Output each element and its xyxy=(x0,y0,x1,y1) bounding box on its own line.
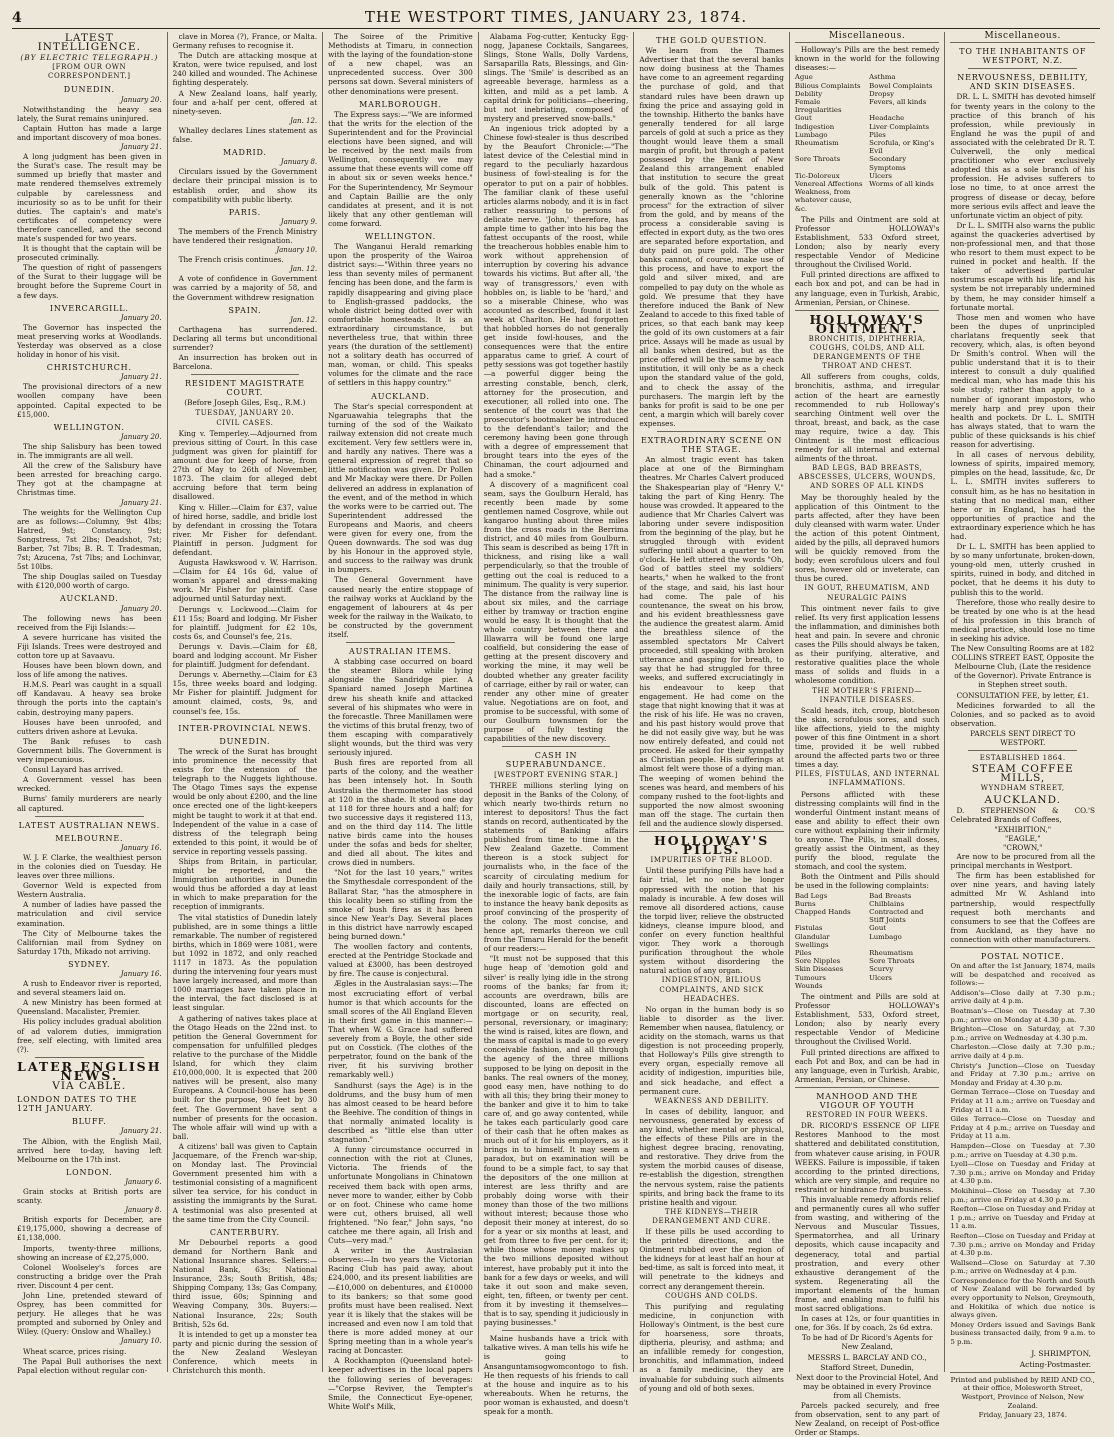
dateline: January 21. xyxy=(120,498,162,507)
newspaper-title: THE WESTPORT TIMES, JANUARY 23, 1874. xyxy=(364,8,748,26)
paragraph: No organ in the human body is so liable to disorder as the liver. Remember when nausea, flatulency, or acidity on the stomach, warns us that digestion is not proceeding properly, that Holloway's Pills give strength to every organ, especially remove all acidity of indigestion, impurities bile, and sick headache, and effect a permanent cure. xyxy=(639,1004,784,1096)
postal-schedule-line: Christy's Junction—Close on Tuesday and Friday at 7.30 p.m.; arrive on Monday and Friday at 4.30 p.m. xyxy=(950,1061,1096,1087)
ailment-item: Weakness, from whatever cause, &c. xyxy=(794,188,852,213)
dateline: January 16. xyxy=(120,843,162,852)
page-number: 4 xyxy=(12,10,22,26)
heading-nervousness: NERVOUSNESS, DEBILITY, AND SKIN DISEASES. xyxy=(957,73,1089,92)
paragraph: This purifying and regulating medicine, in conjunction with Holloway's Ointment, is the best cure for hoarseness, sore throats, diptheria, pleurisy, and asthma; and an infallible remedy for congestion, bronchitis, and inflammation, indeed as a family medicine, they are invaluable for subduing such ailments of young and old of both sexes. xyxy=(639,1301,784,1393)
paragraph: The following news has been received from the Fiji Islands:— xyxy=(17,613,162,632)
ad-subheading: IN GOUT, RHEUMATISM, AND NEURALGIC PAINS xyxy=(804,584,931,602)
paragraph: Notwithstanding the heavy sea lately, the Surat remains uninjured. xyxy=(17,104,162,123)
agent-name: MESSRS L. BARCLAY AND CO., xyxy=(807,1352,927,1362)
postal-schedule xyxy=(950,989,1095,1276)
paragraph: Ships from Britain, in particular, might be reported, and the Immigration authorities in Dunedin would thus be afforded a day at least in which to make preparation for the reception of immigrants. xyxy=(172,856,318,912)
place-wellington: WELLINGTON. xyxy=(364,231,436,241)
dateline: Jan. 12. xyxy=(290,315,318,324)
mill-city: AUCKLAND. xyxy=(984,793,1061,806)
heading-manhood: MANHOOD AND THE VIGOUR OF YOUTH xyxy=(816,1091,919,1111)
court-case: King v. Hiller.—Claim for £37, value of hired horse, saddle, and bridle lost by defendant in crossing the Totara river. Mr Fisher for defendant. Plaintiff in person. Judgment for defendant. xyxy=(172,502,318,557)
court-case: Derungs v. Davis.—Claim for £8, board and lodging account. Mr Fisher for plaintiff. Judgment for defendant. xyxy=(172,641,318,670)
paragraph: In cases of debility, languor, and nervousness, generated by excess of any kind, whether mental or physical, the effects of these Pills are in the highest degree bracing, renovating, and restorative. They drive from the system the morbid causes of disease, re-establish the digestion, strengthen the nervous system, raise the patients spirits, and bring back the frame to its pristine health and vigour. xyxy=(639,1106,784,1207)
dateline: January 6. xyxy=(125,1177,162,1186)
ailments-list xyxy=(795,73,940,212)
column-6 xyxy=(790,31,946,1437)
heading-via-cable: VIA CABLE. xyxy=(52,1080,127,1093)
paragraph: Captain Hutton has made a large and important discovery of moa bones. xyxy=(17,123,162,142)
paragraph: Both the Ointment and Pills should be used in the following complaints: xyxy=(794,872,940,891)
ailment-item: Fevers, all kinds xyxy=(869,97,927,106)
columns xyxy=(12,31,1100,1437)
ailment-item: Indigestion xyxy=(794,122,835,131)
paragraph: A writer in the Australasian observes:—In two years the Victorian Racing Club has paid away, about £24,000, and its present liabilities are—£10,000 on debentures, and £10000 to its bankers; so that some good profits must have been realised. Next year it is likely that the stakes will be increased and even now I am told that there is more added money at our Spring meeting than in a whole year's racing at Doncaster. xyxy=(328,1246,473,1356)
paragraph: H.M.S. Pearl was caught in a squall off Kandavau. A heavy sea broke through the ports into the captain's cabin, destroying many papers. xyxy=(17,680,162,717)
paragraph: If these pills be used according to the printed directions, and the Ointment rubbed over the region of the kidneys for at least half an hour at bed-time, as salt is forced into meat, it will penetrate to the kidneys and correct any derangement therein. xyxy=(639,1227,784,1291)
paragraph: May be thoroughly healed by the application of this Ointment to the parts affected, after they have been duly cleansed with warm water. Under the action of this potent Ointment, aided by the pills, all depraved humors will be quickly removed from the body; even scrofulous ulcers and foul sores, however old or inveterate, can thus be cured. xyxy=(794,492,940,584)
divider xyxy=(950,1372,1095,1373)
paragraph: A rush to Endeavor river is reported, and several steamers laid on. xyxy=(17,979,162,998)
divider xyxy=(968,750,1077,751)
paragraph: Those men and women who have been the dupes of unprincipled charlatans frequently seek that recovery, which, alas, is often beyond Dr Smith's control. When will the public understand that it is to their interest to consult a duly qualified medical man, who has made this his sole study; rather than apply to a number of ignorant impostors, who merely harp and prey upon their health and pockets. Dr L. L. SMITH has always stated, that to warn the public of these quicksands is his chief reason for advertising. xyxy=(950,312,1096,450)
place-canterbury: CANTERBURY. xyxy=(209,1227,280,1237)
complaint-item: Tumours xyxy=(794,973,826,982)
paragraph: Parcels packed securely, and free from observation, sent to any part of New Zealand, on receipt of Post-office Order or Stamps. xyxy=(794,1401,940,1437)
place-dunedin: DUNEDIN. xyxy=(63,85,115,95)
paragraph: The ship Douglas sailed on Tuesday with £120,000 worth of cargo. xyxy=(17,572,162,591)
paragraph: A new Ministry has been formed at Queensland. Macalister, Premier. xyxy=(17,998,162,1017)
ailment-item: Scrofula, or King's Evil xyxy=(869,139,935,156)
place-paris: PARIS. xyxy=(228,207,261,217)
complaint-item: Sore Throats xyxy=(869,957,915,966)
paragraph: The Governor has inspected the meat preserving works at Woodlands. Yesterday was observed as a close holiday in honor of his visit. xyxy=(17,322,162,360)
place-london: LONDON. xyxy=(66,1167,113,1177)
paragraph: In all cases of nervous debility, lowness of spirits, impaired memory, pimples on the head, lassitude, &c, Dr L. L. SMITH invites sufferers to consult him, as he has no hesitation in stating that no medical man, either here or in England, has had the opportunities of practice and the extraordinary experience which he has had. xyxy=(950,450,1096,541)
paragraph: An insurrection has broken out in Barcelona. xyxy=(172,353,318,372)
place-christchurch: CHRISTCHURCH. xyxy=(46,363,132,373)
ad-subheading: INDIGESTION, BILIOUS COMPLAINTS, AND SICK HEADACHES. xyxy=(659,976,764,1003)
divider xyxy=(968,68,1077,69)
paragraph: This ointment never fails to give relief. Its very first application lessens the inflammation, and diminishes both heat and pain. In severe and chronic cases the Pills should always be taken, as their purifying, alterative, and restorative qualities place the whole mass of solids and fluids in a wholesome condition. xyxy=(794,603,940,686)
paragraph: The members of the French Ministry have tendered their resignation. xyxy=(172,226,318,245)
masthead xyxy=(12,6,1100,29)
complaint-item: Glandular Swellings xyxy=(794,932,830,949)
dateline: January 21. xyxy=(120,1127,162,1136)
ad-subheading: THE MOTHER'S FRIEND—INFANTILE DISEASES. xyxy=(812,686,923,704)
paragraph: W. J. F. Clarke, the wealthiest person in the colonies died on Tuesday. He leaves over three millions. xyxy=(17,852,162,881)
paragraph: The Bank refuses to cash Government bills. The Government is very impecunious. xyxy=(17,736,162,765)
paragraph: Carthagena has surrendered. Declaring all terms but unconditional surrender? xyxy=(172,324,318,352)
divider xyxy=(795,310,940,311)
court-case: King v. Temperley.—Adjourned from previous sitting of Court. In this case judgment was given for plaintiff for amount due for keep of horse, from 27th of May to 26th of November, 1873. The claim for alleged debt accruing before that term being disallowed. xyxy=(172,428,318,502)
paragraph: The question of right of passengers of the Surat to their luggage will be brought before the Supreme Court in a few days. xyxy=(17,263,162,300)
postal-schedule-line: Reefton—Close on Tuesday and Friday at 1 p.m.; arrive on Tuesday and Friday at 11 a.m. xyxy=(950,1205,1096,1231)
agent-location: Next door to the Provincial Hotel, And may be obtained in every Province from all Chemists. xyxy=(796,1372,939,1400)
paragraph: Grain stocks at British ports are scanty. xyxy=(17,1186,162,1206)
paragraph: An almost tragic event has taken place at one of the Birmingham theatres. Mr Charles Calvert produced the Shakespearian play of "Henry V," taking the part of King Henry. The house was crowded. It appeared to the audience that Mr Charles Calvert was laboring under severe indisposition from the beginning of the play, but he struggled through with evident suffering until about a quarter to ten o'clock. He left uttered the words "Oh, God of battles steel my soldiers' hearts," when he walked to the front of the stage, and said, his last hour had come. The pale of his countenance, the sweat on his brow, and his evident breathlessness gave the audience the greatest alarm. Amid the breathless silence of the assembled spectators Mr Calvert proceeded, still speaking with broken utterance and gasping for breath, to say that he had struggled for three weeks, and suffered excruciatingly in his endeavour to keep that engagement. He had come on the stage that night knowing that it was at the risk of his life. He was no craven, and his past history would prove that he did not easily give way, but he was now entirely defeated, and could not proceed. He asked for their sympathy as Christian people. His sufferings at almost felt were those of a dying man. The weeping of women behind the scenes was heard, and members of his company rushed to the foot-lights and supported the now almost swooning man off the stage. The curtain then fell and the audience slowly dispersed. xyxy=(639,455,784,828)
place-auckland: AUCKLAND. xyxy=(59,594,119,604)
postal-schedule-line: Mokihinui—Close on Tuesday at 7.30 p.m.; arrive on Friday at 4.30 p.m. xyxy=(950,1186,1096,1204)
complaint-item: Burns xyxy=(794,899,816,908)
place-spain: SPAIN. xyxy=(228,305,262,315)
imprint: Printed and published by REID AND CO., at their office, Molesworth Street, Westport, Province of Nelson, New Zealand. xyxy=(950,1375,1095,1410)
ad-subheading: THE KIDNEYS—THEIR DERANGEMENT AND CURE. xyxy=(652,1207,771,1225)
complaint-item: Bad Legs xyxy=(794,891,828,900)
place-dunedin: DUNEDIN. xyxy=(219,736,271,746)
ad-subheading: PILES, FISTULAS, AND INTERNAL INFLAMMATIONS. xyxy=(795,770,940,788)
paragraph: DR. RICORD'S ESSENCE OF LIFE Restores Manhood to the most shattered and debilitated constitution, from whatever cause arising, in FOUR WEEKS. Failure is impossible, if taken according to the printed directions, which are very simple, and require no restraint or hindrance from business. xyxy=(794,1121,940,1194)
ailment-item: Female Irregularities xyxy=(794,97,842,115)
paragraph: DR. L. L. SMITH has devoted himself for twenty years in the colony to the practice of this branch of his profession, while previously in England he was the pupil of and associated with the celebrated Dr R. T. Culverwell, the only medical practitioner who ever exclusively adopted this as a sole branch of his profession. He advises sufferers to lose no time, to at once arrest the progress of disease or decay, before more serious evils affect and leave the unfortunate victim an object of pity. xyxy=(950,92,1096,220)
court-presiding: (Before Joseph Giles, Esq., R.M.) xyxy=(184,398,306,408)
dateline: January 8. xyxy=(280,158,318,167)
agent-address: Stafford Street, Dunedin, xyxy=(820,1362,914,1372)
postal-schedule-line: Giles Terrace—Close on Tuesday and Friday at 4 p.m.; arrive on Tuesday and Friday at 11 a.m. xyxy=(950,1115,1096,1141)
column-1 xyxy=(12,32,168,1375)
paragraph: It is thought that the captain will be prosecuted criminally. xyxy=(17,244,162,263)
coffee-brand: "EXHIBITION," xyxy=(994,824,1052,834)
paragraph: A gathering of natives takes place at the Otago Heads on the 22nd inst. to petition the General Government for compensation for unfulfilled pledges relative to the purchase of the Middle Island, for which they claim £10,000,000. It is expected that 200 natives will be present, also many Europeans. A Council-house has been built for the purpose, 90 feet by 30 feet. The Government have sent a number of presents for the occasion. The whole affair will wind up with a ball. xyxy=(172,1013,318,1141)
ailment-item: Tic-Doloreux xyxy=(794,171,840,180)
paragraph: A number of ladies have passed the matriculation and civil service examination. xyxy=(17,900,162,928)
ad-subheading: IMPURITIES OF THE BLOOD. xyxy=(650,856,773,865)
dateline: January 21. xyxy=(120,143,162,152)
paragraph: Full printed directions are affixed to each box and pot, and can be had in any language, even in Turkish, Arabic, Armenian, Persian, or Chinese. xyxy=(794,270,940,307)
divider xyxy=(346,642,455,643)
ailment-item: Dropsy xyxy=(869,89,894,98)
paragraph: In cases at 12s, or four quantities in one, for 36s. If by coach, 2s 6d extra. xyxy=(794,1314,940,1333)
paragraph: The vital statistics of Dunedin lately published, are in some things a little remarkable. The number of registered births, which in 1869 were 1081, were but 1092 in 1872, and only reached 1117 in 1873. As the population during the intervening four years must have largely increased, and more than 1000 marriages have taken place in the interval, the fact disclosed is at least singular. xyxy=(172,912,318,1013)
ailment-item: Debility xyxy=(794,89,823,98)
divider xyxy=(657,431,766,432)
paragraph: Medicines forwarded to all the Colonies, and so packed as to avoid observation. xyxy=(950,700,1096,728)
dateline: January 8. xyxy=(125,1206,162,1215)
paragraph: clave in Morea (?), France, or Malta. Germany refuses to recognise it. xyxy=(172,32,318,51)
paragraph: Dr L. L. SMITH also warns the public against the quackeries advertised by non-professional men, and that those who resort to them must expect to be ruined in pocket and health. If the taker of advertised particular nostrums escape with his life, and his system be not irreparably undermined by them, he may consider himself a fortunate mortal. xyxy=(950,220,1096,312)
paragraph: The Pills and Ointment are sold at Professor HOLLOWAY's Establishment, 533 Oxford street, London; also by nearly every respectable Vendor of Medicine throughout the Civilised World. xyxy=(794,214,940,270)
paragraph: Money Orders issued and Savings Bank business transacted daily, from 9 a.m. to 5 p.m. xyxy=(950,1320,1096,1347)
ailment-item: Bilious Complaints xyxy=(794,81,861,90)
place-wellington: WELLINGTON. xyxy=(53,422,125,432)
dateline: January 20. xyxy=(120,432,162,441)
paragraph: This invaluable remedy affords relief and permanently cures all who suffer from wasting, and withering of the Nervous and Muscular Tissues, Spermatorrhea, and all Urinary deposits, which cause incapacity and degeneracy, total and partial prostration, and every other exhaustive derangement of the system. Regenerating all the important elements of the human frame, and enabling man to fulfil his most sacred obligations. xyxy=(794,1194,940,1314)
paragraph: The French crisis continues. xyxy=(178,255,284,265)
ad-subheading: RESTORED IN FOUR WEEKS. xyxy=(806,1111,929,1120)
column-4 xyxy=(479,32,635,1416)
postal-schedule-line: Lyell—Close on Tuesday and Friday at 7.30 p.m.; arrive on Monday and Friday at 4.30 p.m. xyxy=(950,1160,1096,1186)
postmaster-name: J. SHRIMPTON, xyxy=(1031,1348,1092,1358)
paragraph: John Line, pretended steward of Osprey, has been committed for perjury. He alleges that he was prompted and suborned by Onley and Wiley. (Query: Onslow and Whalley.) xyxy=(17,1291,162,1337)
ad-subheading: BRONCHITIS, DIPHTHERIA, COUGHS, COLDS, AND ALL DERANGEMENTS OF THE THROAT AND CHEST. xyxy=(808,334,926,371)
divider xyxy=(191,719,300,720)
dateline: Jan. 12. xyxy=(290,116,318,125)
heading-extraordinary-scene: EXTRAORDINARY SCENE ON THE STAGE. xyxy=(641,436,783,455)
ailment-item: Gout xyxy=(794,114,812,123)
place-sydney: SYDNEY. xyxy=(68,959,111,969)
complaint-item: Gout xyxy=(869,924,887,933)
complaint-item: Contracted and Stiff Joints xyxy=(869,907,924,925)
postal-schedule-line: German Terrace—Close on Tuesday and Friday at 11 a.m.; arrive on Tuesday and Friday at 11 a.m. xyxy=(950,1088,1096,1114)
divider xyxy=(502,1330,611,1331)
paragraph: We learn from the Thames Advertiser that that the several banks now doing business at the Thames have come to an agreement regarding the purchase of gold, and that standard rules have been drawn up fixing the price and assaying gold in the township. Hitherto the banks have generally tendered for all large parcels of gold at such a price as they thought would leave them a small margin of profit, but through a patent possessed by the Bank of New Zealand this arrangement enabled that institution to secure the great bulk of the gold. This patent is generally known as the "chlorine process" for the extraction of silver from the gold, and by means of the process a considerable saving is effected in export duty, as the two ores are separated before exportation, and duty paid on pure gold. The other banks cannot, of course, make use of this process, and have to export the gold and silver mixed, and are compelled to pay duty on the whole as gold. We presume that they have therefore induced the Bank of New Zealand to accede to this fixed table of prices, so that each bank may keep the gold of its own customers at a fair price. Assays will be made as usual by all banks when desired, but as the price offered will be the same by each institution, it will only be as a check upon the standard value of the gold, and to check the assay of the purchasers. The margin left by the banks for profit is said to be one per cent, a margin which will barely cover expenses. xyxy=(639,46,784,428)
paragraph: The ointment and Pills are sold at Professor HOLLOWAY's Establishment, 533, Oxford street, London; also by nearly every respectable Vendor of Medicine throughout the Civilised World. xyxy=(794,992,940,1047)
paragraph: "It must not be supposed that this huge heap of 'demotion gold and silver' is really lying idle in the strong rooms of the banks; far from it; accounts are overdrawn, bills are discounted, loans are effected on mortgage or on security, real, personal, reversionary, or imaginary; the wind is raised, kites are flown, and the mass of capital is made to go every conceivable fashion, and all through the agency of the three millions supposed to be lying on deposit in the banks. The real owners of the money, good easy men, have nothing to do with all this; they bring their money to the banker and give it to him to take care of, and go away contented, while he takes each particularly good care of their cash that he often makes as much out of it for his employers, as it brings in to himself. It may seem a paradox, but on examination will be found to be a simple fact, to say that the depositors of the one million at interest are less thrifty and are probably doing worse with their money than those of the two millions without interest; because those who deposit their money at interest, do so for a year or six months at least, and get from three to five per cent. for it; while those whose money makes up the two millions deposited without interest, have probably put it into the bank for a few days or weeks, and will take it out soon and make seven, eight, ten, fifteen, or twenty per cent. from it by investing it themselves—that is to say, spending it judiciously in paying businesses." xyxy=(483,954,629,1328)
complaint-item: Bad Breasts xyxy=(869,891,912,900)
place-auckland: AUCKLAND. xyxy=(371,391,430,401)
paragraph: The wreck of the Surat has brought into prominence the necessity that exists for the extension of the telegraph to the Nuggets lighthouse. The Otago Times says the expense would be only about £200, and the line once erected one of the light-keepers might be taught to work it at that end. Independent of the value in a case of distress of the telegraph being extended to this point, it would be of service in reporting vessels passing. xyxy=(172,746,318,856)
paragraph: A severe hurricane has visited the Fiji Islands. Trees were destroyed and cotton tore up at Savaavu. xyxy=(17,632,162,660)
paragraph: Therefore, those who really desire to be treated by one who is at the head of his profession in this branch of medical practice, should lose no time in seeking his advice. xyxy=(950,597,1096,643)
paragraph: His policy includes gradual abolition of ad valorem duties, immigration free, self electing, with limited area (?). xyxy=(17,1017,162,1054)
dateline: January 20. xyxy=(120,95,162,104)
complaint-item: Chapped Hands xyxy=(794,907,851,916)
place-marlborough: MARLBOROUGH. xyxy=(359,99,442,109)
paragraph: Full printed directions are affixed to each Pot and Box, and can be had in any language, even in Turkish, Arabic, Armenian, Persian, or Chinese. xyxy=(794,1047,940,1084)
postal-schedule-line: Wallsend—Close on Saturday at 7.30 p.m.; arrive on Wednesday at 4 p.m. xyxy=(950,1258,1096,1276)
paragraph: Consul Layard has arrived. xyxy=(23,765,124,775)
ailment-item: Asthma xyxy=(869,73,896,82)
divider xyxy=(639,831,784,832)
ailment-item: Sore Throats xyxy=(794,155,841,164)
postmaster-title: Acting-Postmaster. xyxy=(1019,1359,1092,1369)
paragraph: The provisional directors of a new woollen company have been appointed. Capital expected to be £15,000. xyxy=(17,382,162,419)
coffee-brands xyxy=(950,825,1095,852)
coffee-brand: "CROWN," xyxy=(1003,842,1043,852)
heading-postal-notice: POSTAL NOTICE. xyxy=(980,952,1065,961)
column-2 xyxy=(168,32,324,1376)
heading-gold-question: THE GOLD QUESTION. xyxy=(656,36,768,45)
source-line: [WESTPORT EVENING STAR.] xyxy=(494,770,618,779)
subheading-telegraph: (BY ELECTRIC TELEGRAPH.) xyxy=(20,53,159,63)
parcels-line: PARCELS SENT DIRECT TO WESTPORT. xyxy=(970,728,1076,748)
column-7 xyxy=(945,31,1100,1420)
paragraph: Burns' family murderers are nearly all captured. xyxy=(17,794,162,813)
paragraph: Until these purifying Pills have had a fair trial, let no one be longer oppressed with the notion that his malady is incurable. A few doses will remove all disordered actions, cause the torpid liver, relieve the obstructed kidneys, cleanse impure blood, and confer on every function healthful vigor. They work a thorough purification throughout the whole system without disordering the natural action of any organ. xyxy=(639,866,784,976)
paragraph: A vote of confidence in Government was carried by a majority of 58, and the Government withdrew resignation xyxy=(172,274,318,302)
paragraph: A stabbing case occurred on board the steamer Bilora while lying alongside the Sandridge pier. A Spaniard named Joseph Martinea drew his sheath knife and attacked several of his shipmates who were in the forecastle. Three Manillamen were the victims of this brutal frenzy, two of them escaping with comparatively slight wounds, but the third was very seriously injured. xyxy=(328,657,473,758)
ailment-item: Venereal Affections xyxy=(794,180,863,189)
correspondent-line: [FROM OUR OWN CORRESPONDENT.] xyxy=(48,63,131,81)
paragraph: All sufferers from coughs, colds, bronchitis, asthma, and irregular action of the heart are earnestly recommended to rub Holloway's searching Ointment well over the throat, breast, and back, as the case may require, twice a day. This Ointment is the most efficacious remedy for all internal and external ailments of the throat. xyxy=(794,372,940,464)
paragraph: The General Government have caused nearly the entire stoppage of the railway works at Auckland by the engagement of labourers at 4s per week for the railway in the Waikato, to be constructed by the government itself. xyxy=(328,575,473,639)
heading-cash-in-superabundance: CASH IN SUPERABUNDANCE. xyxy=(505,751,607,770)
paragraph: "Not for the last 10 years," writes the Smythesdale correspondent of the Ballarat Star, "has the atmosphere in this locality been so stifling from the smoke of bush fires as it has been since New Year's Day. Several places in this district have narrowly escaped being burned down." xyxy=(328,868,473,941)
complaint-item: Chilblains xyxy=(869,899,905,908)
paragraph: The Star's special correspondent at Ngaruawahia telegraphs that the turning of the sod of the Waikato railway extension did not create much excitement. Very few settlers were in, and hardly any natives. There was a general expression of regret that so little notification was given. Dr Pollen and Mr Mackay were there. Dr Pollen delivered an address in explanation of the event, and of the method in which the works were to be carried out. The Superintendent addressed the Europeans and Maoris, and cheers were given for every one, from the Queen downwards. The sod was dug by his Honour in the approved style, and success to the railway was drunk in bumpers. xyxy=(328,401,473,575)
paragraph: The Albion, with the English Mail, arrived here to-day, having left Melbourne on the 17th inst. xyxy=(17,1136,162,1164)
paragraph: On and after the 1st January, 1874, mails will be despatched and received as follows:— xyxy=(950,962,1096,988)
coffee-brand: "EAGLE," xyxy=(1004,833,1041,843)
column-3 xyxy=(323,32,479,1411)
paragraph: The Dutch are attacking mosque at Kraton, were twice repulsed, and lost 240 killed and wounded. The Achinese fighting desperately. xyxy=(172,51,318,88)
ointment-complaints-list xyxy=(795,892,940,990)
court-case: Derungs v. Abernethy.—Claim for £3 15s, three weeks board and lodging. Mr Fisher for plaintiff. Judgment for amount claimed, costs, 9s, and counsel's fee, 15s. xyxy=(172,670,318,716)
ailment-item: Headache xyxy=(869,114,905,123)
column-heading: Miscellaneous. xyxy=(795,32,940,43)
complaint-item: Lumbago xyxy=(869,932,902,941)
place-madrid: MADRID. xyxy=(222,148,267,158)
divider xyxy=(35,816,144,817)
paragraph: The Wanganui Herald remarking upon the prosperity of the Wairoa district says:—"Within three years no less than seventy miles of permanent fencing has been done, and the farm is rapidly disappearing and giving place to English-grassed paddocks, the whole district being dotted over with comfortable homesteads. It is an extraordinary circumstance, but nevertheless true, that within three years (the duration of the settlement) not a solitary death has occurred of man, woman, or child. This speaks volumes for the climate and the race of settlers in this happy country." xyxy=(328,242,473,388)
paragraph: The Soiree of the Primitive Methodists at Timaru, in connection with the laying of the foundation-stone of a new chapel, was an unprecedented success. Over 300 persons sat down. Several ministers of other denominations were present. xyxy=(328,32,473,96)
complaint-item: Piles xyxy=(794,949,812,957)
ailment-item: Rheumatism xyxy=(794,139,839,147)
paragraph: Bush fires are reported from all parts of the colony, and the weather has been intensely hot. In South Australia the thermometer has stood at 120 in the shade. It stood one day at 118 for three hours and a half; for two successive days it registered 113, and on the third day 114. The little native birds came into the houses under the sofas and beds for shelter, and died all about. The kites and crows died in numbers. xyxy=(328,758,473,868)
ad-subheading: WEAKNESS AND DEBILITY. xyxy=(654,1096,769,1105)
postal-schedule-line: Boatman's—Close on Tuesday at 7.30 p.m.; arrive on Monday at 4.30 p.m. xyxy=(950,1007,1096,1024)
paragraph: Holloway's Pills are the best remedy known in the world for the following diseases:— xyxy=(794,45,940,73)
heading-latest-australian: LATEST AUSTRALIAN NEWS. xyxy=(18,820,160,830)
paragraph: All the crew of the Salisbury have been arrested for breaching cargo. They got at the champagne at Christmas time. xyxy=(17,461,162,498)
paragraph: A funny circumstance occurred in connection with the riot at Clunes, Victoria. The friends of the unfortunate Mongolians in Chinatown received them back with open arms, never more to wander, either by Cobb or on foot. Chinese who came home were cut, others bruised, all well frightened. "No fear," John says, "no catchee me there again, all Irish and Cuts—very mad." xyxy=(328,1145,473,1246)
heading-resident-magistrate-court: RESIDENT MAGISTRATE COURT. xyxy=(185,379,305,398)
ailment-item: Ulcers xyxy=(869,171,892,180)
paragraph: The Papal Bull authorises the next Papal election without regular con- xyxy=(17,1356,162,1375)
heading-latest-intelligence: LATEST INTELLIGENCE. xyxy=(37,32,141,54)
paragraph: Correspondence for the North and South of New Zealand will be forwarded by every opportunity to Nelson, Greymouth, and Hokitika of which due notice is always given. xyxy=(950,1276,1096,1320)
ailment-item: Ague xyxy=(794,73,813,82)
paragraph: The woollen factory and contents, erected at the Pentridge Stockade and valued at £3000, has been destroyed by fire. The cause is conjectural. xyxy=(328,942,473,979)
paragraph: British exports for December, are £19,175,000, showing a decrease of £1,138,000. xyxy=(17,1215,162,1243)
column-heading: Miscellaneous. xyxy=(950,32,1095,43)
paragraph: An ingenious trick adopted by a Chinese fowl-stealer is thus described by the Beaufort Chronicle:—"The latest device of the Celestial mind in regard to the peculiarly hazardous business of fowl-stealing is for the operator to put on a pair of hobbles. The familiar clank of these useful articles alarms nobody, and it is in fact rather reassuring to persons of delicate nerve. 'John,' therefore, has ample time to gather into his bag the fattest occupants of the roost, while the treacherous hobbles enable him to work without apprehension of interruption by covering his advance towards his victims. But after all, 'the way of transgressors,' even with hobbles on, is liable to be 'hard,' and so a miserable Chinese, who was accounted as described, found it last week at Charlton. He had forgotten that hobbled horses do not generally get inside fowl-houses, and the consequences were that the entire apparatus came to grief. A court of petty sessions was got together hastily—a powerful digger being the arresting constable, bench, clerk, attorney for the prosecution, and executioner, all rolled into one. The sentence of the court was that the prosecutor's bootmaker be introduced to the defendant's tailor; and the ceremony having been gone through with a degree of empressement that brought tears into the eyes of the Chinaman, the court adjourned and had a smoke." xyxy=(483,123,629,479)
paragraph: Circulars issued by the Government declare their principal mission is to establish order, and show its compatibility with public liberty. xyxy=(172,167,318,204)
paragraph: A New Zealand loans, half yearly, four and a-half per cent, offered at ninety-seven. xyxy=(172,88,318,116)
complaint-item: Rheumatism xyxy=(869,949,913,957)
heading-steam-coffee-mills: STEAM COFFEE MILLS, xyxy=(971,763,1074,785)
dateline: January 10. xyxy=(276,246,318,255)
paragraph: The firm has been established for over nine years, and having lately admitted Mr W. Ashland into partnership, would respectfully request both merchants and consumers to see that the Coffees are from Auckland, as they have no connection with other manufacturers. xyxy=(950,871,1096,944)
heading-holloways-pills: HOLLOWAY'S PILLS. xyxy=(653,833,770,858)
heading-later-english-news: LATER ENGLISH NEWS. xyxy=(17,1058,162,1083)
complaint-item: Sore Nipples xyxy=(794,957,841,966)
dateline: Jan. 12. xyxy=(290,265,318,274)
paragraph: Alabama Fog-cutter, Kentucky Egg-nogg, Japanese Cocktails, Sangarees, Slings, Stone Walls, Dolly Vardens, Sarsaparilla Rats, Blessings, and Gin-slings. The 'Smile' is described as an agreeable beverage, harmless as a kitten, and mild as a pet lamb. A capital drink for politicians—cheering, but not inebriating, composed of mystery and preserved snow-balls." xyxy=(483,32,629,123)
paragraph: Sandhurst (says the Age) is in the doldrums, and the busy hum of men has almost ceased to be heard before the Beehive. The condition of things in that normally animated locality is described as "little else than utter stagnation." xyxy=(328,1080,473,1145)
consulting-rooms: The New Consulting Rooms are at 182 COLLINS STREET EAST, Opposite the Melbourne Club, (Late the residence of the Governor). Private Entrance is in Stephen street south. xyxy=(951,644,1095,690)
complaint-item: Fistulas xyxy=(794,924,823,933)
divider xyxy=(35,1057,144,1058)
divider xyxy=(191,374,300,375)
paragraph: Are now to be procured from all the principal merchants in Westport. xyxy=(950,852,1096,871)
mill-street: WYNDHAM STREET, xyxy=(980,784,1065,793)
complaint-item: Scurvy xyxy=(869,965,894,974)
heading-australian-items: AUSTRALIAN ITEMS. xyxy=(349,647,452,657)
place-bluff: BLUFF. xyxy=(71,1117,107,1127)
postal-schedule-line: Reefton—Close on Tuesday and Friday at 7.30 p.m.; arrive on Monday and Friday at 4.30 p.m. xyxy=(950,1231,1096,1258)
paragraph: Dr L. L. SMITH has been applied to by so many unfortunate, broken-down, young-old men, utterly crushed in spirits, ruined in body, and ditched in pocket, that he deems it his duty to publish this to the world. xyxy=(950,542,1096,597)
paragraph: A Rockhampton (Queensland hotel-keeper advertises in the local papers the following series of beverages:—"Corpse Reviver, the Tempter's Smile, the Connecticut Eye-opener, White Wolf's Milk, xyxy=(328,1356,473,1411)
dateline: January 10. xyxy=(120,1337,162,1346)
established-line: ESTABLISHED 1864. xyxy=(979,754,1066,763)
heading-london-dates: LONDON DATES TO THE 12TH JANUARY. xyxy=(17,1095,138,1114)
paragraph: It is intended to get up a monster tea party and picnic during the session of the New Zealand Wesleyan Conference, which meets in Christchurch this month. xyxy=(172,1329,318,1376)
complaint-item: Wounds xyxy=(794,981,823,990)
paragraph: Whalley declares Lines statement as false. xyxy=(172,125,318,145)
ad-subheading: BAD LEGS, BAD BREASTS, ABSCESSES, ULCERS, WOUNDS, AND SORES OF ALL KINDS xyxy=(798,464,936,491)
dateline: January 20. xyxy=(120,313,162,322)
agents-line: To be had of Dr Ricord's Agents for New Zealand, xyxy=(801,1333,933,1352)
paragraph: Imports, twenty-three millions, showing an increase of £2,275,000. xyxy=(17,1243,162,1262)
paragraph: Mr Debourbel reports a good demand for Northern Bank and National Insurance shares. Sellers:—National Bank, 63s; National Insurance, 23s; South British, 48s; Shipping Company, 13s; Gas Company, third issue, 60s; Spinning and Weaving Company, 30s. Buyers:—National Insurance, 22s; South British, 52s 6d. xyxy=(172,1237,318,1329)
postal-schedule-line: Charleston.—Close daily at 7.30 p.m.; arrive daily at 4 p.m. xyxy=(950,1043,1096,1061)
paragraph: Maine husbands have a trick with talkative wives. A man tells his wife he is going to Ansanguntamsogwomcontogo to fish. He then requests of his friends to call at the house and inquire as to his whereabouts. When he returns, the poor woman is exhausted, and doesn't speak for a month. xyxy=(483,1334,629,1416)
heading-inter-provincial-news: INTER-PROVINCIAL NEWS. xyxy=(178,723,312,733)
court-case: Augusta Hawkswood v. W. Harrison.—Claim for £4 16s 6d, value of woman's apparel and dress-making work. Mr Fisher for plaintiff. Case adjourned until Saturday next. xyxy=(172,558,318,604)
paragraph: The City of Melbourne takes the Californian mail from Sydney on Saturday 17th, Mikado not arriving. xyxy=(17,928,162,956)
paragraph: THREE millions sterling lying on deposit in the Banks of the Colony, of which nearly two-thirds return no interest to depositors! Thus the fact stands on record, authenticated by the statements of Banking affairs published from time to time in the New Zealand Gazette. Comment thereon is a stock subject for journalists who, in the face of the scarcity of circulating medium for daily and hourly transactions, still, by the inexorable logic of facts, are fain to instance the heavy bank deposits as proof convincing of the prosperity of the colony. The most concise, and hence apt, remarks thereon we cull from the Timaru Herald for the benefit of our readers:— xyxy=(483,780,629,954)
court-date: TUESDAY, JANUARY 20. xyxy=(195,408,295,417)
divider xyxy=(950,947,1095,948)
ailment-item: Worms of all kinds xyxy=(869,180,934,189)
heading-holloways-ointment: HOLLOWAY'S OINTMENT. xyxy=(809,311,925,336)
postal-schedule-line: Addison's—Close daily at 7.30 p.m.; arrive daily at 4 p.m. xyxy=(950,988,1096,1006)
paragraph: The ship Salisbury has been towed in. The immigrants are all well. xyxy=(17,441,162,461)
dateline: January 21. xyxy=(120,373,162,382)
paragraph: Persons afflicted with these distressing complaints will find in the wonderful Ointment instant means of ease and ability to effect their own cure without explaining their infirmity to anyone. The Pills, in small doses, greatly assist the Ointment, as they purify the blood, regulate the stomach, and cool the system. xyxy=(794,789,940,872)
dateline: January 20. xyxy=(120,604,162,613)
dateline: January 16. xyxy=(120,970,162,978)
ad-subheading: COUGHS AND COLDS. xyxy=(665,1291,759,1300)
divider xyxy=(795,1087,940,1088)
postal-schedule-line: Hampden—Close on Tuesday at 7.30 p.m.; arrive on Tuesday at 4.30 p.m. xyxy=(950,1141,1096,1159)
heading-to-inhabitants: TO THE INHABITANTS OF WESTPORT, N.Z. xyxy=(959,47,1087,66)
place-invercargill: INVERCARGILL. xyxy=(49,303,129,313)
paragraph: A discovery of a magnificent coal seam, says the Goulburn Herald, has recently been made by some gentlemen named Cosgrove, while out kangaroo hunting about three miles from the cross roads in the Berrima district, and 40 miles from Goulburn. This seam is described as being 17ft in thickness, and rising like a wall perpendicularly, so that the trouble of getting out the coal is reduced to a minimum. The quality is very superior. The distance from the railway line is about six miles, and the carriage either by tramway or traction engine would be easy. It is thought that the whole country between there and Illawarra will be found one large coalfield, but considering the ease of getting at the present discovery and working the mine, it may well be doubted whether any greater facility of carriage, either by rail or water, can render any other mine of greater value. Negotiations are on foot, and promise to be successful, with some of our Goulburn townsmen for the purpose of fully testing the capabilities of the new discovery. xyxy=(483,479,629,744)
paragraph: D. STEPHENSON & CO.'S Celebrated Brands of Coffees, xyxy=(950,805,1096,824)
divider xyxy=(502,746,611,747)
ailment-item: Liver Complaints xyxy=(869,122,930,131)
paragraph: The weights for the Wellington Cup are as follows:—Columny, 9st 4lbs; Hatred, 9st; Constancy, 9st; Songstress, 7st 2lbs; Deadshot, 7st; Barber, 7st 7lbs; B. R. T. Tradesman, 7st; Azucena, 7st 7lbs; and Lochinvar, 5st 10lbs. xyxy=(17,507,162,572)
paragraph: Governor Weld is expected from Western Australia. xyxy=(17,881,162,900)
civil-cases-label: CIVIL CASES. xyxy=(216,418,274,427)
dateline: January 9. xyxy=(280,217,318,226)
column-5 xyxy=(634,32,790,1393)
paragraph: A long judgment has been given in the Surat's case. The result may be summed up briefly that master and mate rendered themselves extremely culpable by carelessness and incuriosity so as to be unfit for their duties. The captain's and mate's certificates of competency were therefore cancelled, and the second mate's suspended for two years. xyxy=(17,152,162,243)
ailment-item: Bowel Complaints xyxy=(869,81,933,90)
paragraph: The Express says:—"We are informed that the writs for the election of the Superintendent and for the Provincial elections have been signed, and will be received by the next mails from Wellington, consequently we may assume that these events will come off in about six or seven weeks hence." For the Superintendency, Mr Seymour and Captain Baillie are the only candidates at present, and it is not likely that any other gentleman will come forward. xyxy=(328,109,473,228)
place-melbourne: MELBOURNE. xyxy=(55,833,124,843)
ailment-item: Secondary Symptoms xyxy=(869,155,907,172)
imprint-date: Friday, January 23, 1874. xyxy=(978,1411,1067,1420)
ailment-item: Piles xyxy=(869,130,886,139)
paragraph: A Government vessel has been wrecked. xyxy=(17,775,162,794)
paragraph: Wheat scarce, prices rising. xyxy=(23,1346,127,1356)
paragraph: Ægles in the Australasian says:—The most excruciating effort of verbal humor is that which accounts for the small scores of the All England Eleven in their first game in this manner:—That when W. G. Grace had suffered severely from a Boyle, the other side put on Cosstick. (The clothes of the perpetrator, found on the bank of the river, fit his surviving brother remarkably well.) xyxy=(328,979,473,1080)
complaint-item: Skin Diseases xyxy=(794,965,844,974)
paragraph: A citizens' ball was given to Captain Jacquemare, of the French war-ship, on Monday last. The Provincial Government presented him with a testimonial consisting of a magnificent silver tea service, for his conduct in assisting the immigrants by the Surat. A testimonial was also presented at the same time from the City Council. xyxy=(172,1141,318,1224)
ailment-item: Lumbago xyxy=(794,130,828,139)
complaint-item: Ulcers xyxy=(869,973,892,982)
paragraph: Colonel Woolseley's forces are constructing a bridge over the Prah river. Discount 4 per cent. xyxy=(17,1262,162,1290)
court-case: Derungs v. Lockwood.—Claim for £11 15s; Board and lodging. Mr Fisher for plaintiff. Judgment for £2 10s, costs 6s, and Counsel's fee, 21s. xyxy=(172,604,318,641)
paragraph: Houses have been blown down, and loss of life among the natives. xyxy=(17,661,162,680)
postal-schedule-line: Brighton—Close on Saturday, at 7.30 p.m.; arrive on Wednesday at 4.30 p.m. xyxy=(950,1025,1096,1042)
consultation-fee: CONSULTATION FEE, by letter, £1. xyxy=(956,690,1089,700)
paragraph: Scald heads, itch, croup, blotcheson the skin, scrofulous sores, and such like affections, yield to the mighty power of this fine Ointment in a short time, provided it be well rubbed around the affected parts two or three times a day. xyxy=(794,705,940,770)
paragraph: Houses have been unroofed, and cutters driven ashore at Levuka. xyxy=(17,717,162,736)
